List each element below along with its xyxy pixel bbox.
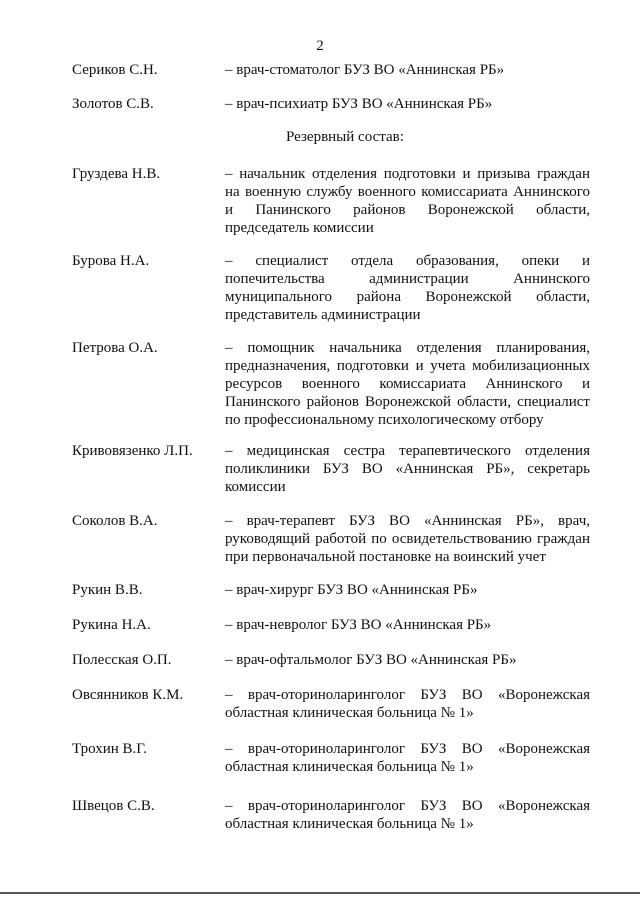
reserve-name: Груздева Н.В.: [72, 166, 161, 182]
reserve-name: Полесская О.П.: [72, 652, 172, 668]
reserve-role: – врач-оториноларинголог БУЗ ВО «Воронежская областная клиническая больница № 1»: [225, 798, 590, 832]
member-role: – врач-психиатр БУЗ ВО «Аннинская РБ»: [225, 96, 493, 112]
reserve-role: – медицинская сестра терапевтического отделения поликлиники БУЗ ВО «Аннинская РБ», секретарь комиссии: [225, 443, 590, 495]
reserve-name: Бурова Н.А.: [72, 253, 150, 269]
reserve-name: Рукин В.В.: [72, 582, 143, 598]
reserve-name: Овсянников К.М.: [72, 687, 184, 703]
member-name: Сериков С.Н.: [72, 62, 158, 78]
member-role: – врач-стоматолог БУЗ ВО «Аннинская РБ»: [225, 62, 505, 78]
reserve-role: – начальник отделения подготовки и призыва граждан на военную службу военного комиссариата Аннинского и Панинского районов Воронежской области, председатель комиссии: [225, 166, 590, 236]
reserve-role: – врач-терапевт БУЗ ВО «Аннинская РБ», врач, руководящий работой по освидетельствованию граждан при первоначальной постановке на воинский учет: [225, 513, 590, 565]
reserve-heading: Резервный состав:: [286, 129, 404, 145]
page-bottom-edge: [0, 892, 640, 894]
reserve-name: Петрова О.А.: [72, 340, 158, 356]
reserve-role: – врач-оториноларинголог БУЗ ВО «Воронежская областная клиническая больница № 1»: [225, 687, 590, 721]
reserve-role: – врач-офтальмолог БУЗ ВО «Аннинская РБ»: [225, 652, 517, 668]
member-name: Золотов С.В.: [72, 96, 154, 112]
reserve-name: Трохин В.Г.: [72, 741, 148, 757]
reserve-role: – помощник начальника отделения планирования, предназначения, подготовки и учета мобилизационных ресурсов военного комиссариата Аннинского и Панинского районов Воронежской области, специалист по профессиональному психологическому отбору: [225, 340, 590, 428]
reserve-role: – врач-оториноларинголог БУЗ ВО «Воронежская областная клиническая больница № 1»: [225, 741, 590, 775]
reserve-name: Рукина Н.А.: [72, 617, 151, 633]
page-number: 2: [316, 38, 324, 54]
reserve-name: Соколов В.А.: [72, 513, 158, 529]
reserve-role: – врач-невролог БУЗ ВО «Аннинская РБ»: [225, 617, 492, 633]
reserve-role: – врач-хирург БУЗ ВО «Аннинская РБ»: [225, 582, 478, 598]
reserve-name: Кривовязенко Л.П.: [72, 443, 193, 459]
reserve-name: Швецов С.В.: [72, 798, 155, 814]
reserve-role: – специалист отдела образования, опеки и попечительства администрации Аннинского муниципального района Воронежской области, представитель администрации: [225, 253, 590, 323]
